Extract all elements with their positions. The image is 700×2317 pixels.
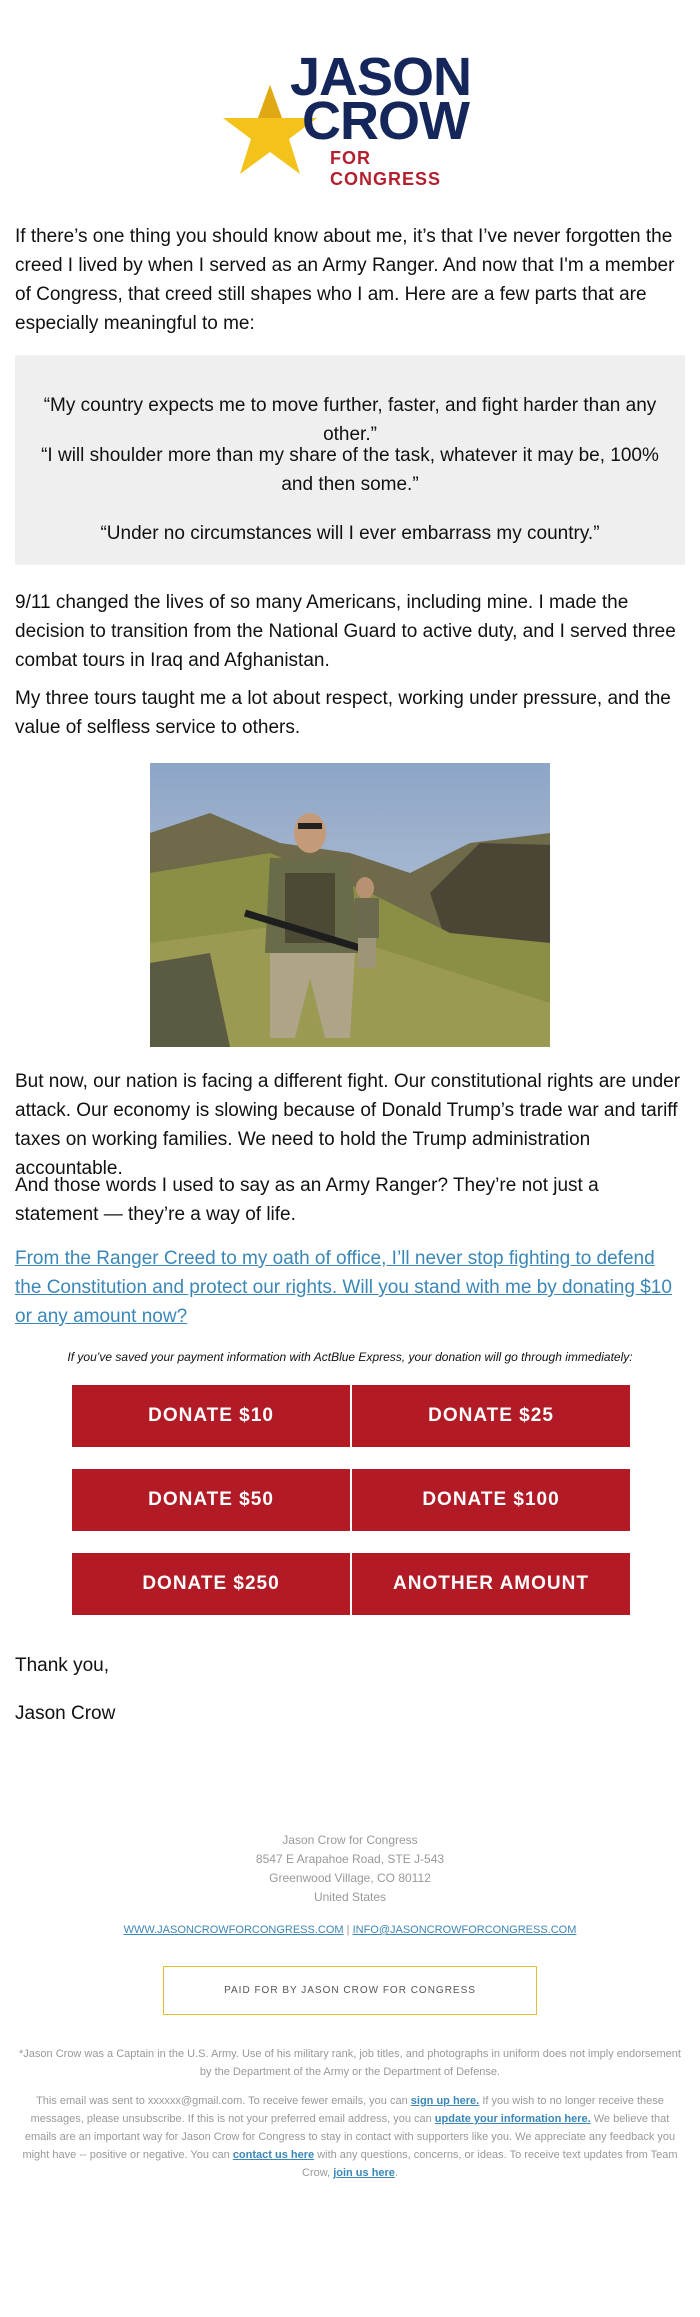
soldier-photo-image — [150, 763, 550, 1047]
unsubscribe-text: We believe that emails are an important way for Jason Crow for Congress to stay in contact with supporters like you. We appreciate any feedback you might have -- positive or negative. You can — [22, 2113, 676, 2161]
update-info-link[interactable]: update your information here. — [434, 2113, 591, 2125]
donate-another-amount-button[interactable]: ANOTHER AMOUNT — [352, 1553, 630, 1615]
creed-quote: “Under no circumstances will I ever embarrass my country.” — [100, 523, 600, 544]
sign-up-link[interactable]: sign up here. — [410, 2095, 480, 2107]
join-us-link[interactable]: join us here — [333, 2167, 395, 2179]
logo-line-for-congress: FOR CONGRESS — [330, 148, 442, 189]
different-fight-paragraph: But now, our nation is facing a different fight. Our constitutional rights are under attack. Our economy is slowing because of Donald Trump’s trade war and tariff taxes on working families. We need to hold the Trump administration accountable. — [15, 1071, 681, 1179]
logo-line-crow: CROW — [302, 91, 469, 151]
donate-250-button[interactable]: DONATE $250 — [72, 1553, 350, 1615]
unsubscribe-text: This email was sent to xxxxxx@gmail.com. To receive fewer emails, you can — [36, 2095, 408, 2107]
soldier-photo — [150, 763, 550, 1047]
footer-country: United States — [313, 1890, 387, 1904]
service-paragraph: 9/11 changed the lives of so many Americans, including mine. I made the decision to transition from the National Guard to active duty, and I served three combat tours in Iraq and Afghanistan. — [15, 592, 676, 671]
donate-50-button[interactable]: DONATE $50 — [72, 1469, 350, 1531]
donate-cta-link[interactable]: From the Ranger Creed to my oath of office, I’ll never stop fighting to defend the Constitution and protect our rights. Will you stand with me by donating $10 or any amount now? — [15, 1248, 672, 1327]
unsubscribe-end: . — [394, 2167, 398, 2179]
donate-25-button[interactable]: DONATE $25 — [352, 1385, 630, 1447]
unsubscribe-text: If you wish to no longer receive these messages, please unsubscribe. If this is not your preferred email address, you can — [30, 2095, 664, 2125]
creed-quote: “My country expects me to move further, faster, and fight harder than any other.” — [43, 395, 657, 445]
unsubscribe-text: with any questions, concerns, or ideas. To receive text updates from Team Crow, — [302, 2149, 678, 2179]
logo-line-jason: JASON — [290, 47, 472, 107]
military-disclaimer: *Jason Crow was a Captain in the U.S. Army. Use of his military rank, job titles, and photographs in uniform does not imply endorsement by the Department of the Army or the Department of Defense. — [19, 2048, 681, 2078]
footer-address-city: Greenwood Village, CO 80112 — [269, 1871, 431, 1885]
website-link[interactable]: WWW.JASONCROWFORCONGRESS.COM — [123, 1924, 344, 1936]
donate-10-button[interactable]: DONATE $10 — [72, 1385, 350, 1447]
creed-quote: “I will shoulder more than my share of the task, whatever it may be, 100% and then some.” — [41, 445, 659, 495]
signature-name: Jason Crow — [15, 1703, 116, 1724]
email-link[interactable]: INFO@JASONCROWFORCONGRESS.COM — [352, 1924, 577, 1936]
donate-100-button[interactable]: DONATE $100 — [352, 1469, 630, 1531]
contact-us-link[interactable]: contact us here — [232, 2149, 315, 2161]
footer-links — [0, 1924, 700, 1936]
link-separator: | — [346, 1924, 350, 1936]
paid-for-by-box: PAID FOR BY JASON CROW FOR CONGRESS — [163, 1966, 537, 2015]
creed-quote-box — [15, 355, 685, 565]
tours-paragraph: My three tours taught me a lot about respect, working under pressure, and the value of selfless service to others. — [15, 688, 671, 738]
campaign-logo — [220, 47, 480, 189]
intro-paragraph: If there’s one thing you should know about me, it’s that I’ve never forgotten the creed I lived by when I served as an Army Ranger. And now that I'm a member of Congress, that creed still shapes who I am. Here are a few parts that are especially meaningful to me: — [15, 226, 675, 334]
way-of-life-paragraph: And those words I used to say as an Army Ranger? They’re not just a statement — they’re a way of life. — [15, 1175, 599, 1225]
footer-address-line: 8547 E Arapahoe Road, STE J-543 — [255, 1852, 445, 1866]
footer-org: Jason Crow for Congress — [282, 1833, 418, 1847]
thank-you-text: Thank you, — [15, 1655, 109, 1676]
unsubscribe-notice — [15, 2092, 685, 2182]
actblue-express-note: If you’ve saved your payment information with ActBlue Express, your donation will go through immediately: — [67, 1350, 633, 1364]
